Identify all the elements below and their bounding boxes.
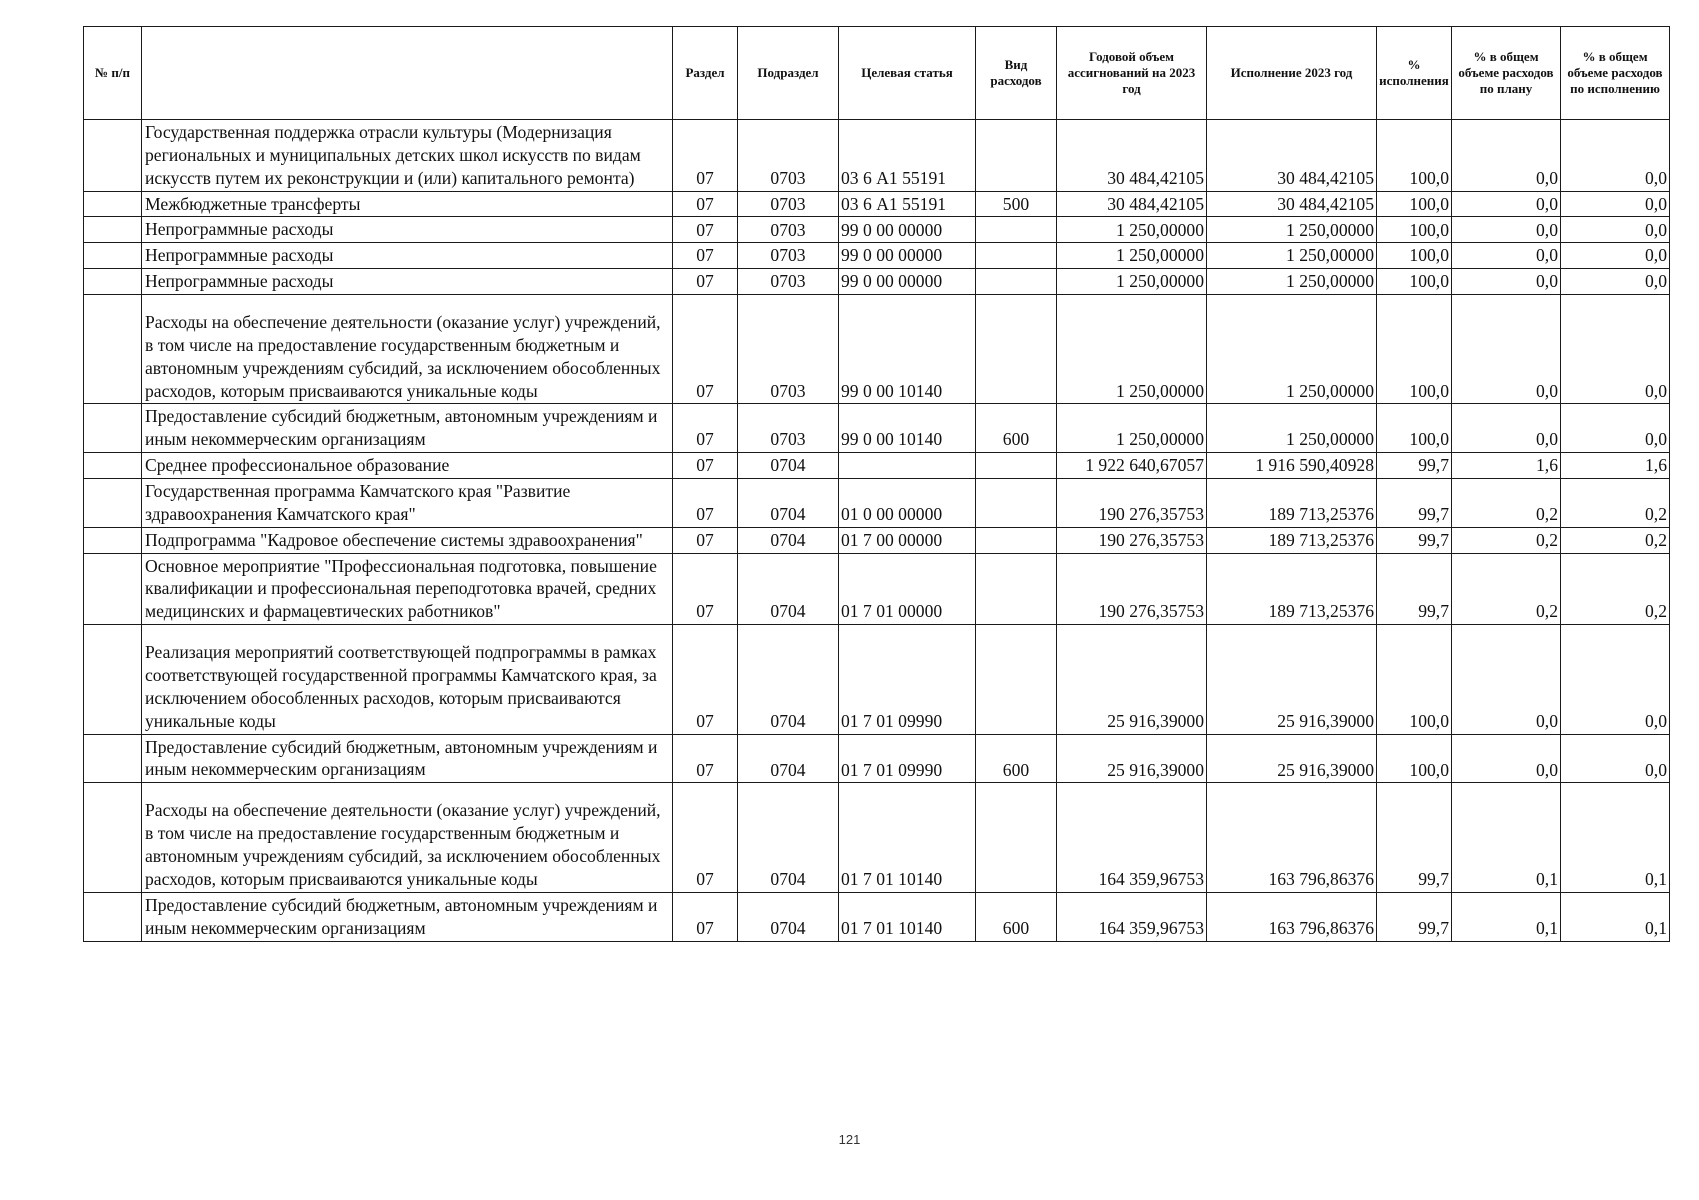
row-podrazdel: 0703 [738, 295, 839, 404]
page-number: 121 [838, 1132, 861, 1147]
row-num [84, 453, 142, 479]
row-share-exec: 1,6 [1561, 453, 1670, 479]
row-share-exec: 0,1 [1561, 783, 1670, 892]
header-share-plan: % в общем объеме расходов по плану [1452, 27, 1561, 120]
budget-table [83, 26, 1670, 942]
row-share-exec: 0,0 [1561, 120, 1670, 192]
row-target: 03 6 А1 55191 [839, 120, 976, 192]
row-pct: 100,0 [1377, 295, 1452, 404]
table-row [84, 783, 1670, 892]
row-name: Предоставление субсидий бюджетным, автономным учреждениям и иным некоммерческим организациям [142, 404, 673, 453]
row-share-plan: 1,6 [1452, 453, 1561, 479]
row-num [84, 404, 142, 453]
row-vid [976, 453, 1057, 479]
row-target: 01 7 01 00000 [839, 553, 976, 625]
row-podrazdel: 0704 [738, 892, 839, 941]
row-share-plan: 0,0 [1452, 120, 1561, 192]
row-share-plan: 0,1 [1452, 892, 1561, 941]
row-exec: 1 250,00000 [1207, 243, 1377, 269]
row-pct: 99,7 [1377, 892, 1452, 941]
row-share-plan: 0,1 [1452, 783, 1561, 892]
row-num [84, 269, 142, 295]
row-vid: 500 [976, 191, 1057, 217]
row-vid: 600 [976, 892, 1057, 941]
row-exec: 25 916,39000 [1207, 625, 1377, 734]
row-plan: 190 276,35753 [1057, 527, 1207, 553]
row-share-exec: 0,0 [1561, 295, 1670, 404]
row-pct: 100,0 [1377, 269, 1452, 295]
row-pct: 100,0 [1377, 734, 1452, 783]
table-row [84, 527, 1670, 553]
row-num [84, 892, 142, 941]
row-vid [976, 625, 1057, 734]
row-num [84, 191, 142, 217]
row-razdel: 07 [673, 453, 738, 479]
row-name: Расходы на обеспечение деятельности (оказание услуг) учреждений, в том числе на предоставление государственным бюджетным и автономным учреждениям субсидий, за исключением обособленных расходов, которым присваиваются уникальные коды [142, 783, 673, 892]
header-target: Целевая статья [839, 27, 976, 120]
row-exec: 1 250,00000 [1207, 217, 1377, 243]
header-share-exec: % в общем объеме расходов по исполнению [1561, 27, 1670, 120]
table-row [84, 404, 1670, 453]
row-plan: 25 916,39000 [1057, 734, 1207, 783]
row-razdel: 07 [673, 553, 738, 625]
row-share-plan: 0,0 [1452, 295, 1561, 404]
row-plan: 1 250,00000 [1057, 404, 1207, 453]
table-row [84, 191, 1670, 217]
row-razdel: 07 [673, 217, 738, 243]
row-name: Государственная программа Камчатского края "Развитие здравоохранения Камчатского края" [142, 479, 673, 528]
header-num: № п/п [84, 27, 142, 120]
row-razdel: 07 [673, 269, 738, 295]
row-plan: 30 484,42105 [1057, 120, 1207, 192]
table-row [84, 734, 1670, 783]
row-plan: 1 250,00000 [1057, 243, 1207, 269]
header-row [84, 27, 1670, 120]
row-num [84, 783, 142, 892]
row-share-exec: 0,0 [1561, 734, 1670, 783]
row-share-plan: 0,2 [1452, 479, 1561, 528]
row-podrazdel: 0703 [738, 404, 839, 453]
row-share-plan: 0,0 [1452, 243, 1561, 269]
row-podrazdel: 0704 [738, 527, 839, 553]
row-share-plan: 0,2 [1452, 553, 1561, 625]
row-share-exec: 0,0 [1561, 404, 1670, 453]
row-vid [976, 243, 1057, 269]
row-plan: 1 250,00000 [1057, 295, 1207, 404]
row-exec: 1 250,00000 [1207, 295, 1377, 404]
row-pct: 100,0 [1377, 625, 1452, 734]
header-podrazdel: Подраздел [738, 27, 839, 120]
row-vid [976, 527, 1057, 553]
row-vid [976, 783, 1057, 892]
row-razdel: 07 [673, 120, 738, 192]
row-razdel: 07 [673, 479, 738, 528]
table-row [84, 269, 1670, 295]
row-target: 01 7 01 09990 [839, 625, 976, 734]
row-target: 01 7 01 10140 [839, 783, 976, 892]
row-num [84, 734, 142, 783]
row-exec: 30 484,42105 [1207, 120, 1377, 192]
row-share-exec: 0,0 [1561, 625, 1670, 734]
table-row [84, 479, 1670, 528]
row-exec: 30 484,42105 [1207, 191, 1377, 217]
row-plan: 30 484,42105 [1057, 191, 1207, 217]
row-plan: 1 922 640,67057 [1057, 453, 1207, 479]
row-razdel: 07 [673, 191, 738, 217]
table-row [84, 243, 1670, 269]
row-share-exec: 0,2 [1561, 553, 1670, 625]
row-target: 03 6 А1 55191 [839, 191, 976, 217]
row-pct: 100,0 [1377, 404, 1452, 453]
row-name: Подпрограмма "Кадровое обеспечение системы здравоохранения" [142, 527, 673, 553]
table-row [84, 892, 1670, 941]
table-row [84, 453, 1670, 479]
row-target: 99 0 00 10140 [839, 404, 976, 453]
row-share-plan: 0,0 [1452, 625, 1561, 734]
row-vid: 600 [976, 404, 1057, 453]
row-name: Среднее профессиональное образование [142, 453, 673, 479]
row-name: Предоставление субсидий бюджетным, автономным учреждениям и иным некоммерческим организациям [142, 734, 673, 783]
row-exec: 1 250,00000 [1207, 404, 1377, 453]
row-vid [976, 295, 1057, 404]
row-vid [976, 479, 1057, 528]
row-plan: 1 250,00000 [1057, 269, 1207, 295]
row-podrazdel: 0704 [738, 625, 839, 734]
row-share-plan: 0,0 [1452, 191, 1561, 217]
row-target [839, 453, 976, 479]
row-plan: 164 359,96753 [1057, 783, 1207, 892]
row-pct: 99,7 [1377, 479, 1452, 528]
header-name [142, 27, 673, 120]
row-razdel: 07 [673, 295, 738, 404]
row-razdel: 07 [673, 734, 738, 783]
table-row [84, 217, 1670, 243]
row-vid [976, 269, 1057, 295]
row-target: 99 0 00 00000 [839, 217, 976, 243]
row-target: 01 7 00 00000 [839, 527, 976, 553]
table-row [84, 295, 1670, 404]
row-vid: 600 [976, 734, 1057, 783]
row-target: 99 0 00 00000 [839, 269, 976, 295]
row-exec: 1 916 590,40928 [1207, 453, 1377, 479]
row-num [84, 625, 142, 734]
row-razdel: 07 [673, 625, 738, 734]
row-podrazdel: 0703 [738, 191, 839, 217]
row-razdel: 07 [673, 892, 738, 941]
row-name: Основное мероприятие "Профессиональная подготовка, повышение квалификации и профессиональная переподготовка врачей, средних медицинских и фармацевтических работников" [142, 553, 673, 625]
row-name: Государственная поддержка отрасли культуры (Модернизация региональных и муниципальных детских школ искусств по видам искусств путем их реконструкции и (или) капитального ремонта) [142, 120, 673, 192]
row-pct: 100,0 [1377, 217, 1452, 243]
row-share-plan: 0,0 [1452, 217, 1561, 243]
header-pct: % исполнения [1377, 27, 1452, 120]
row-podrazdel: 0704 [738, 553, 839, 625]
row-plan: 25 916,39000 [1057, 625, 1207, 734]
row-vid [976, 120, 1057, 192]
row-podrazdel: 0703 [738, 120, 839, 192]
row-podrazdel: 0703 [738, 217, 839, 243]
row-share-plan: 0,0 [1452, 404, 1561, 453]
row-share-exec: 0,0 [1561, 191, 1670, 217]
row-name: Межбюджетные трансферты [142, 191, 673, 217]
row-target: 99 0 00 00000 [839, 243, 976, 269]
header-plan: Годовой объем ассигнований на 2023 год [1057, 27, 1207, 120]
table-row [84, 625, 1670, 734]
row-pct: 100,0 [1377, 120, 1452, 192]
row-target: 99 0 00 10140 [839, 295, 976, 404]
row-share-exec: 0,2 [1561, 479, 1670, 528]
row-pct: 99,7 [1377, 783, 1452, 892]
row-plan: 190 276,35753 [1057, 553, 1207, 625]
row-name: Непрограммные расходы [142, 269, 673, 295]
row-num [84, 553, 142, 625]
row-share-plan: 0,0 [1452, 269, 1561, 295]
row-vid [976, 217, 1057, 243]
row-name: Непрограммные расходы [142, 217, 673, 243]
row-num [84, 243, 142, 269]
row-pct: 99,7 [1377, 553, 1452, 625]
row-target: 01 0 00 00000 [839, 479, 976, 528]
row-razdel: 07 [673, 783, 738, 892]
row-share-plan: 0,0 [1452, 734, 1561, 783]
table-row [84, 120, 1670, 192]
row-razdel: 07 [673, 527, 738, 553]
row-target: 01 7 01 10140 [839, 892, 976, 941]
row-share-exec: 0,1 [1561, 892, 1670, 941]
row-podrazdel: 0704 [738, 453, 839, 479]
row-share-exec: 0,2 [1561, 527, 1670, 553]
row-share-exec: 0,0 [1561, 269, 1670, 295]
row-num [84, 120, 142, 192]
row-share-exec: 0,0 [1561, 217, 1670, 243]
row-plan: 190 276,35753 [1057, 479, 1207, 528]
row-podrazdel: 0704 [738, 479, 839, 528]
row-plan: 164 359,96753 [1057, 892, 1207, 941]
row-share-plan: 0,2 [1452, 527, 1561, 553]
row-exec: 189 713,25376 [1207, 527, 1377, 553]
row-target: 01 7 01 09990 [839, 734, 976, 783]
row-pct: 99,7 [1377, 453, 1452, 479]
header-razdel: Раздел [673, 27, 738, 120]
row-pct: 99,7 [1377, 527, 1452, 553]
row-num [84, 295, 142, 404]
row-exec: 25 916,39000 [1207, 734, 1377, 783]
row-name: Реализация мероприятий соответствующей подпрограммы в рамках соответствующей государственной программы Камчатского края, за исключением обособленных расходов, которым присваиваются уникальные коды [142, 625, 673, 734]
row-vid [976, 553, 1057, 625]
row-podrazdel: 0704 [738, 734, 839, 783]
row-podrazdel: 0703 [738, 243, 839, 269]
row-exec: 189 713,25376 [1207, 479, 1377, 528]
row-razdel: 07 [673, 243, 738, 269]
row-name: Предоставление субсидий бюджетным, автономным учреждениям и иным некоммерческим организациям [142, 892, 673, 941]
table-row [84, 553, 1670, 625]
header-exec: Исполнение 2023 год [1207, 27, 1377, 120]
row-name: Непрограммные расходы [142, 243, 673, 269]
row-pct: 100,0 [1377, 243, 1452, 269]
row-podrazdel: 0703 [738, 269, 839, 295]
row-exec: 163 796,86376 [1207, 783, 1377, 892]
row-exec: 189 713,25376 [1207, 553, 1377, 625]
row-exec: 1 250,00000 [1207, 269, 1377, 295]
row-name: Расходы на обеспечение деятельности (оказание услуг) учреждений, в том числе на предоставление государственным бюджетным и автономным учреждениям субсидий, за исключением обособленных расходов, которым присваиваются уникальные коды [142, 295, 673, 404]
row-num [84, 479, 142, 528]
row-num [84, 217, 142, 243]
row-podrazdel: 0704 [738, 783, 839, 892]
row-exec: 163 796,86376 [1207, 892, 1377, 941]
header-vid: Вид расходов [976, 27, 1057, 120]
row-plan: 1 250,00000 [1057, 217, 1207, 243]
row-pct: 100,0 [1377, 191, 1452, 217]
row-razdel: 07 [673, 404, 738, 453]
row-share-exec: 0,0 [1561, 243, 1670, 269]
row-num [84, 527, 142, 553]
